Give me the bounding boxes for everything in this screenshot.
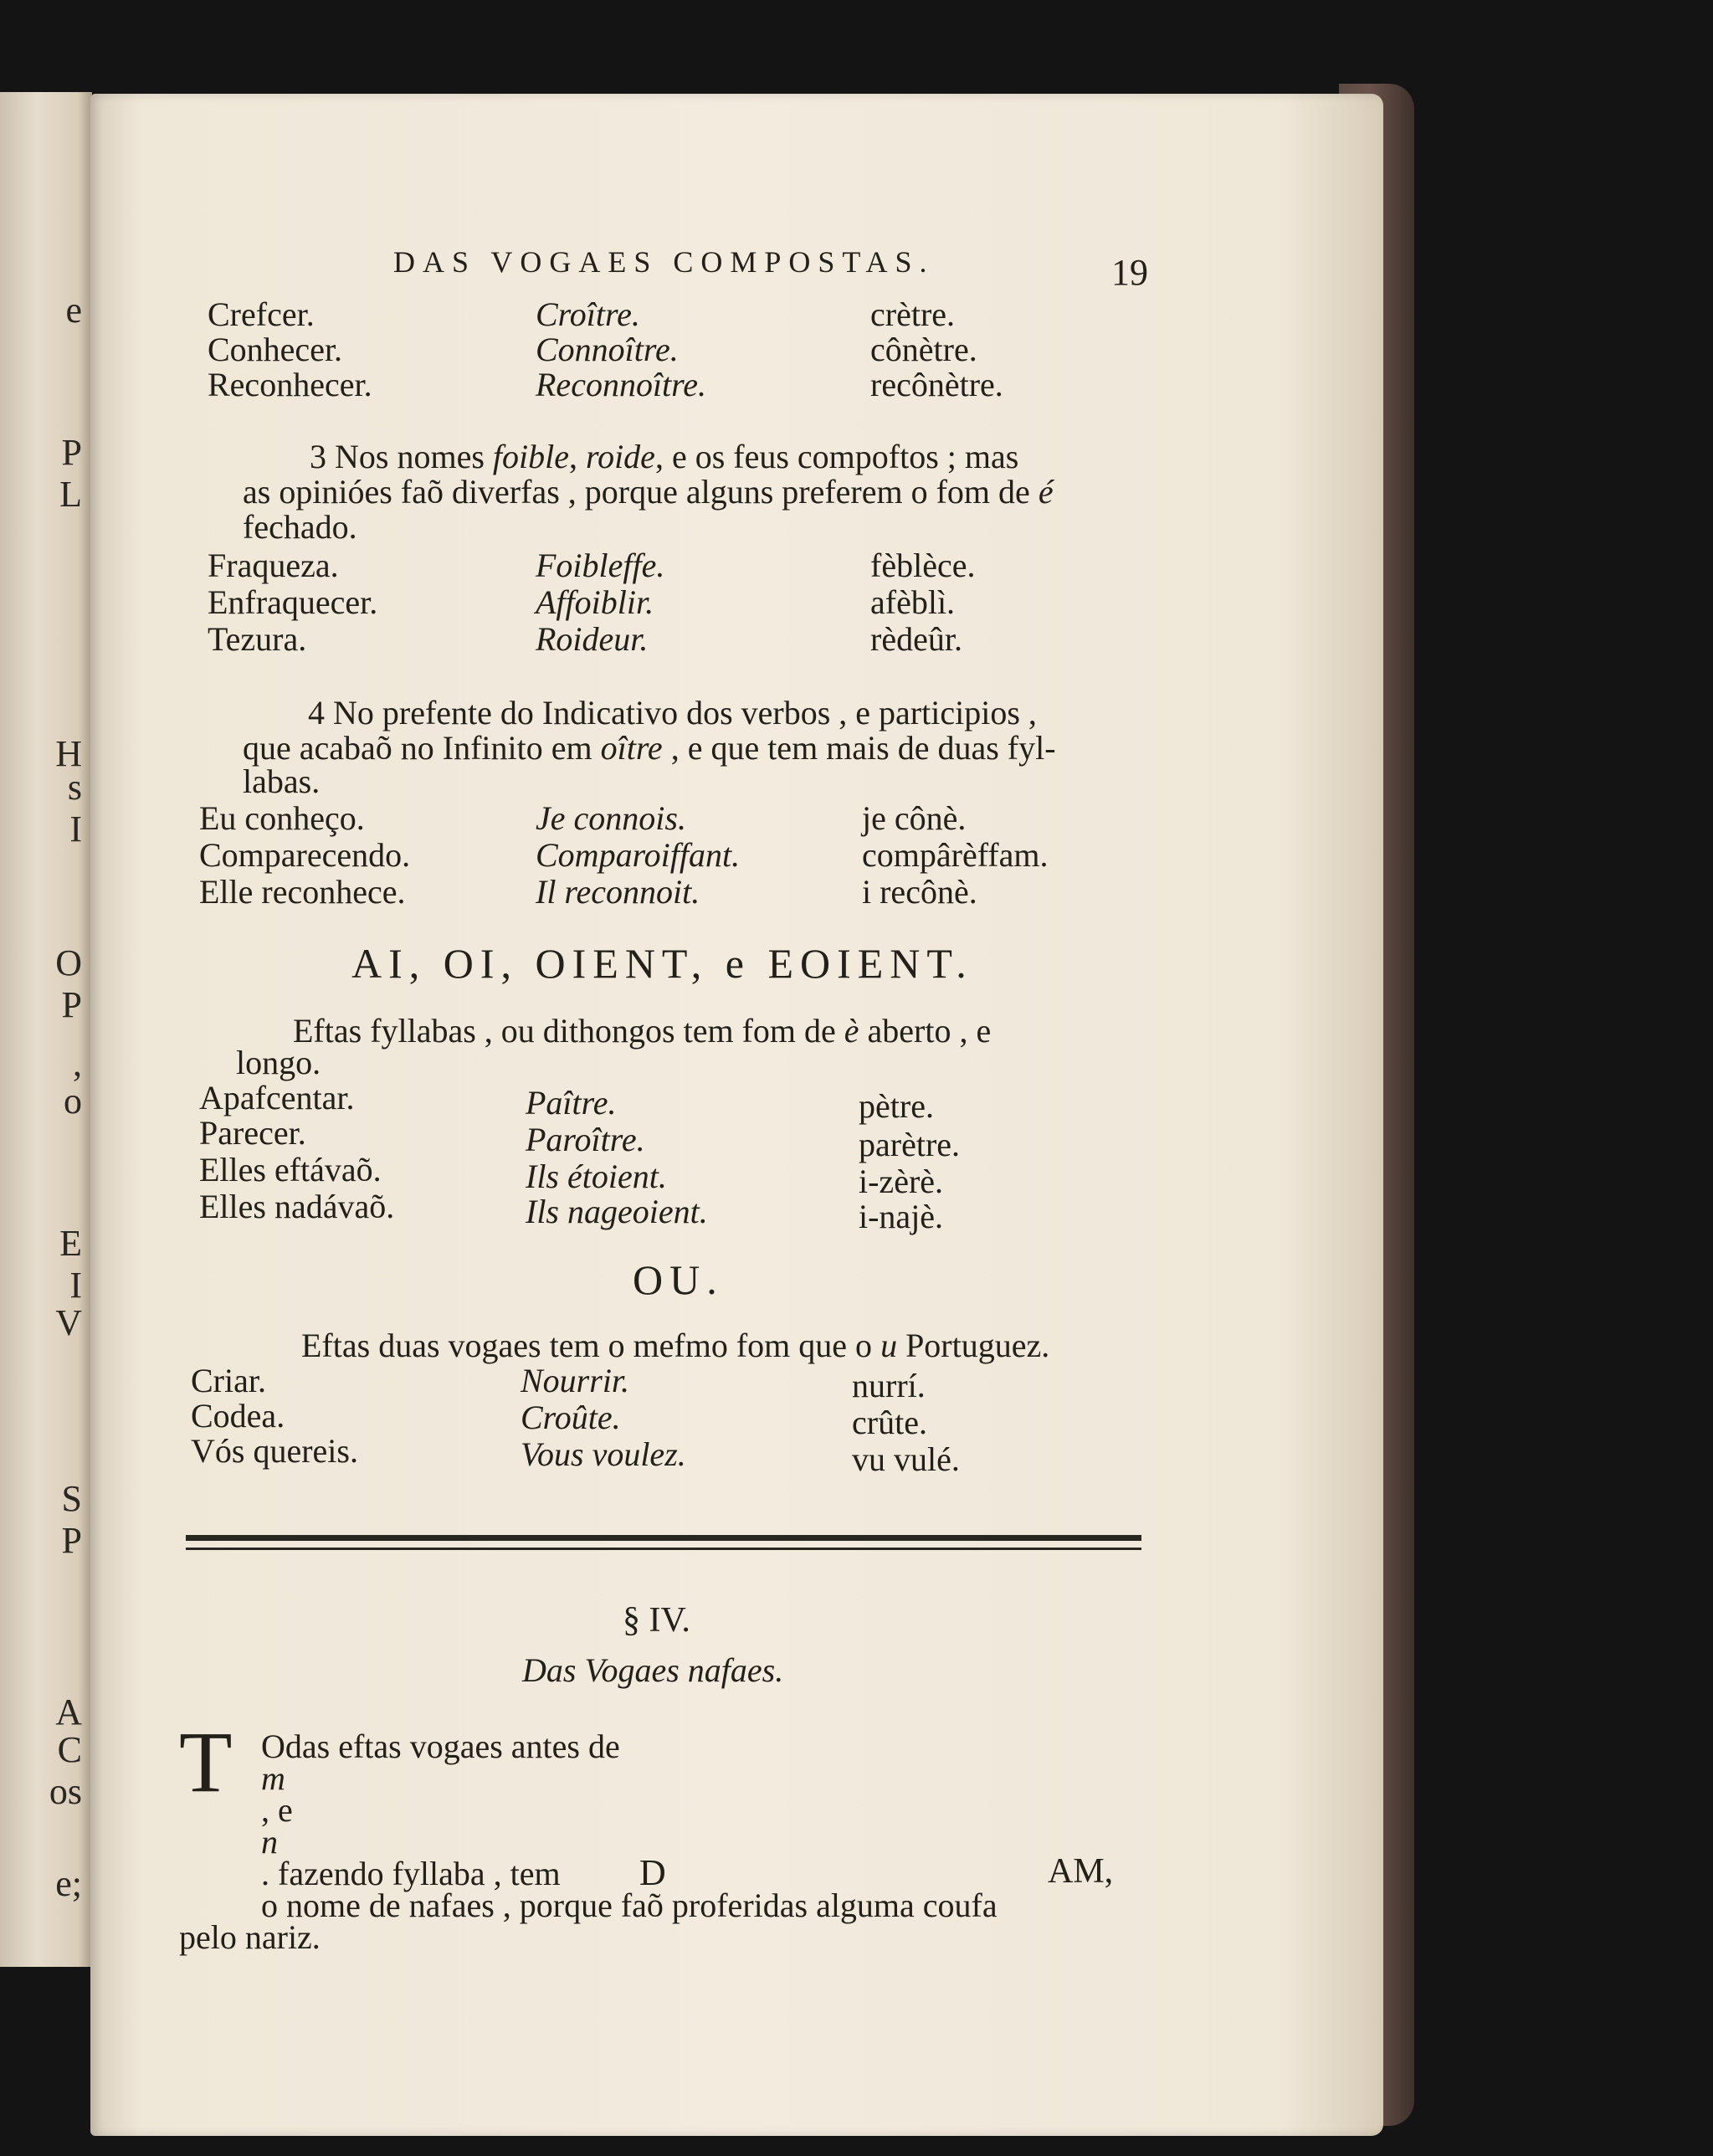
table-cell-pron: i-najè. [859, 1198, 944, 1235]
table-cell-pron: je cônè. [862, 799, 967, 837]
table-cell-pt: Vós quereis. [191, 1432, 358, 1470]
horizontal-rule [186, 1535, 1141, 1550]
paragraph-ou: Eftas duas vogaes tem o mefmo fom que o u Portuguez. [301, 1327, 1050, 1364]
table-cell-pron: afèblì. [870, 583, 956, 621]
table-cell-pron: pètre. [859, 1087, 934, 1125]
table-cell-pron: crûte. [852, 1404, 927, 1441]
left-fragment: o [64, 1081, 82, 1122]
paragraph-ai-line-1: Eftas fyllabas , ou dithongos tem fom de è aberto , e [293, 1012, 992, 1050]
left-fragment: e [65, 290, 82, 331]
table-cell-pron: cônètre. [870, 331, 977, 368]
table-cell-fr: Ils étoient. [526, 1158, 667, 1195]
paragraph-4-line-1: 4 No prefente do Indicativo dos verbos , e participios , [308, 694, 1037, 732]
table-cell-fr: Foibleffe. [536, 547, 665, 584]
table-cell-fr: Vous voulez. [521, 1435, 686, 1473]
table-cell-pron: i-zèrè. [859, 1163, 944, 1200]
table-cell-fr: Affoiblir. [536, 583, 654, 621]
left-fragment: , [73, 1043, 82, 1084]
signature-mark: D [639, 1852, 666, 1893]
table-cell-fr: Paroître. [526, 1121, 645, 1158]
table-cell-pron: nurrí. [852, 1367, 926, 1404]
left-page-edge [0, 92, 92, 1967]
left-fragment: I [69, 808, 82, 850]
catchword: AM, [1048, 1852, 1114, 1891]
paragraph-4-line-3: labas. [243, 762, 321, 800]
left-fragment: S [61, 1478, 82, 1519]
table-cell-fr: Connoître. [536, 331, 679, 368]
final-paragraph [179, 1727, 1141, 1956]
table-cell-fr: Reconnoître. [536, 366, 707, 403]
table-cell-pron: parètre. [859, 1126, 961, 1163]
table-cell-pt: Parecer. [199, 1114, 306, 1152]
table-cell-pt: Reconhecer. [208, 366, 372, 403]
left-fragment: A [55, 1691, 82, 1732]
left-fragment: e; [55, 1863, 82, 1904]
table-cell-pt: Crefcer. [208, 295, 315, 333]
left-fragment: L [59, 474, 82, 515]
paragraph-ai-line-2: longo. [236, 1044, 321, 1081]
table-cell-fr: Roideur. [536, 620, 649, 658]
table-cell-pron: fèblèce. [870, 547, 976, 584]
left-fragment: s [67, 767, 82, 808]
table-cell-pt: Fraqueza. [208, 547, 339, 584]
table-cell-pt: Enfraquecer. [208, 583, 378, 621]
final-paragraph-line-2: o nome de nafaes , porque faõ proferidas alguma coufa [261, 1887, 998, 1924]
table-cell-pron: crètre. [870, 295, 956, 333]
table-cell-pt: Codea. [191, 1397, 285, 1435]
table-cell-fr: Il reconnoit. [536, 873, 700, 911]
drop-cap: T [179, 1714, 233, 1810]
table-cell-fr: Croître. [536, 295, 640, 333]
left-fragment: P [61, 984, 82, 1025]
running-title: DAS VOGAES COMPOSTAS. [393, 245, 935, 279]
section-heading-ai: AI, OI, OIENT, e EOIENT. [351, 940, 973, 987]
paragraph-4-line-2: que acabaõ no Infinito em oître , e que tem mais de duas fyl- [243, 729, 1056, 767]
table-cell-pt: Elle reconhece. [199, 873, 406, 911]
page-number: 19 [1111, 252, 1148, 293]
table-cell-pt: Comparecendo. [199, 836, 411, 874]
table-cell-pron: rèdeûr. [870, 620, 962, 658]
paragraph-3-line-1: 3 Nos nomes foible, roide, e os feus compoftos ; mas [310, 438, 1019, 475]
table-cell-pron: compârèffam. [862, 836, 1049, 874]
final-paragraph-line-3: pelo nariz. [179, 1918, 321, 1956]
left-fragment: V [55, 1302, 82, 1343]
table-cell-pt: Tezura. [208, 620, 307, 658]
table-cell-pt: Apafcentar. [199, 1079, 355, 1116]
table-cell-fr: Nourrir. [521, 1362, 630, 1399]
table-cell-pron: i recônè. [862, 873, 977, 911]
section-heading-ou: OU. [633, 1256, 724, 1303]
left-fragment: O [55, 942, 82, 983]
paragraph-3-line-2: as opinióes faõ diverfas , porque alguns preferem o fom de é [243, 473, 1054, 511]
table-cell-pt: Eu conheço. [199, 799, 365, 837]
left-fragment: E [59, 1223, 82, 1264]
left-fragment: I [69, 1265, 82, 1306]
section-number: § IV. [623, 1601, 690, 1640]
table-cell-fr: Paître. [526, 1084, 617, 1122]
table-cell-fr: Croûte. [521, 1399, 621, 1436]
paragraph-3-line-3: fechado. [243, 508, 357, 546]
table-cell-fr: Ils nageoient. [526, 1193, 708, 1230]
table-cell-pron: recônètre. [870, 366, 1003, 403]
left-fragment: C [57, 1729, 82, 1770]
table-cell-pt: Elles eftávaõ. [199, 1151, 382, 1188]
final-paragraph-line-1: Odas eftas vogaes antes de m , e n . fazendo fyllaba , tem [261, 1727, 620, 1892]
table-cell-pt: Criar. [191, 1362, 266, 1399]
left-fragment: P [61, 1520, 82, 1561]
table-cell-fr: Je connois. [536, 799, 686, 837]
section-title: Das Vogaes nafaes. [522, 1651, 784, 1689]
left-fragment: H [55, 733, 82, 774]
left-fragment: P [61, 432, 82, 473]
table-cell-fr: Comparoiffant. [536, 836, 741, 874]
table-cell-pron: vu vulé. [852, 1440, 960, 1478]
table-cell-pt: Conhecer. [208, 331, 343, 368]
table-cell-pt: Elles nadávaõ. [199, 1188, 395, 1225]
left-fragment: os [49, 1771, 82, 1812]
